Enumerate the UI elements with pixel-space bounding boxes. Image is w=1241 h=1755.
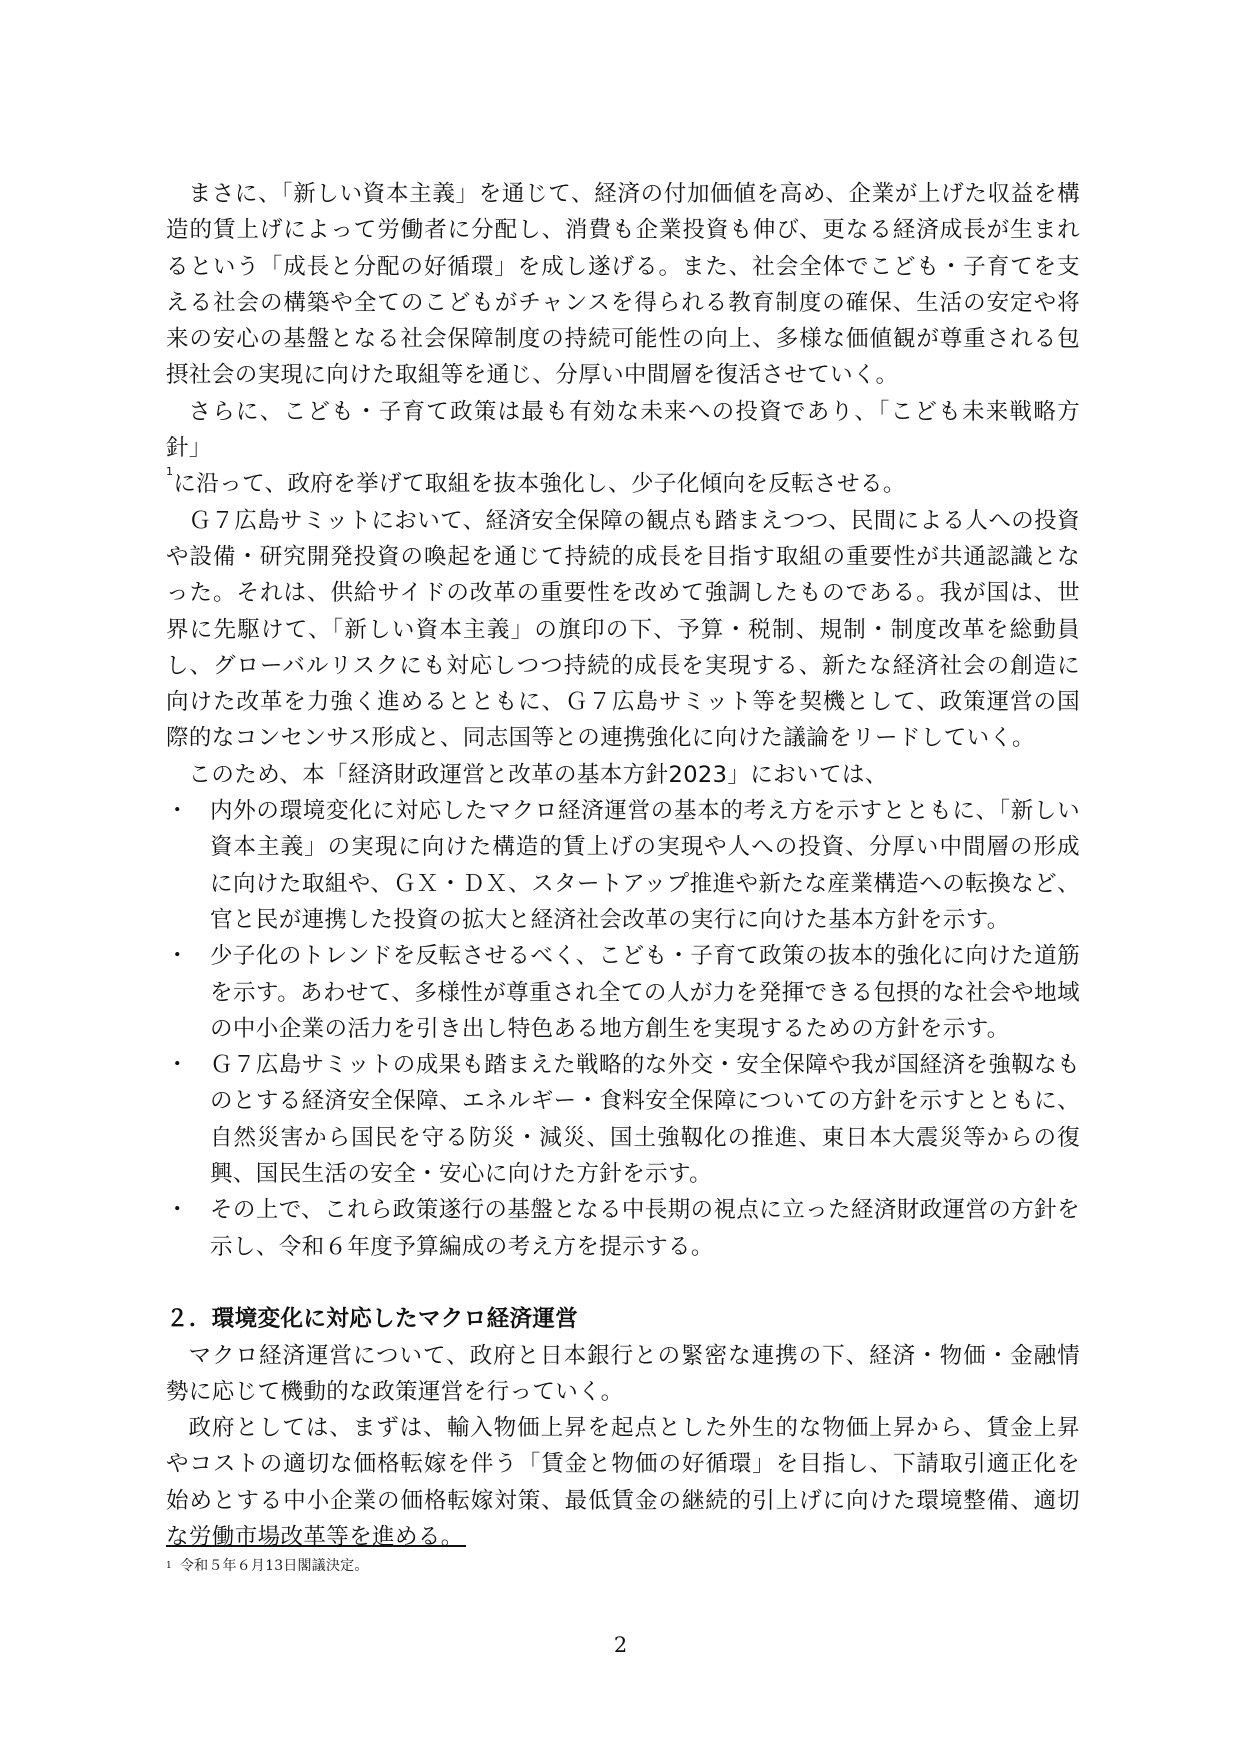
paragraph-basic-policy-intro: このため、本「経済財政運営と改革の基本方針2023」においては、: [188, 761, 888, 788]
bullet-mark: ・: [166, 1052, 189, 1079]
footnote-reference: 1: [166, 465, 174, 479]
section-heading: ２．環境変化に対応したマクロ経済運営: [166, 1306, 579, 1333]
paragraph-child-policy-part1: さらに、こども・子育て政策は最も有効な未来への投資であり、「こども未来戦略方針」: [166, 398, 1080, 462]
policy-bullet-list: [166, 793, 1080, 1265]
list-item: [166, 793, 1080, 938]
bullet-mark: ・: [166, 1197, 189, 1224]
paragraph-growth-distribution: まさに、「新しい資本主義」を通じて、経済の付加価値を高め、企業が上げた収益を構造的賃上げによって労働者に分配し、消費も企業投資も伸び、更なる経済成長が生まれるという「成長と分配の好循環」を成し遂げる。また、社会全体でこども・子育てを支える社会の構築や全てのこどもがチャンスを得られる教育制度の確保、生活の安定や将来の安心の基盤となる社会保障制度の持続可能性の向上、多様な価値観が尊重される包摂社会の実現に向けた取組等を通じ、分厚い中間層を復活させていく。: [166, 181, 1080, 389]
list-item: [166, 1192, 1080, 1265]
bullet-text: Ｇ７広島サミットの成果も踏まえた戦略的な外交・安全保障や我が国経済を強靱なものとする経済安全保障、エネルギー・食料安全保障についての方針を示すとともに、自然災害から国民を守る防災・減災、国土強靱化の推進、東日本大震災等からの復興、国民生活の安全・安心に向けた方針を示す。: [210, 1052, 1080, 1188]
paragraph-macro-policy: マクロ経済運営について、政府と日本銀行との緊密な連携の下、経済・物価・金融情勢に応じて機動的な政策運営を行っていく。: [166, 1342, 1080, 1405]
bullet-mark: ・: [166, 943, 189, 970]
bullet-text: 内外の環境変化に対応したマクロ経済運営の基本的考え方を示すとともに、「新しい資本主義」の実現に向けた構造的賃上げの実現や人への投資、分厚い中間層の形成に向けた取組や、ＧＸ・ＤＸ、スタートアップ推進や新たな産業構造への転換など、官と民が連携した投資の拡大と経済社会改革の実行に向けた基本方針を示す。: [210, 798, 1080, 933]
body-text: [166, 176, 1080, 1555]
paragraph-child-policy-part2: に沿って、政府を挙げて取組を抜本強化し、少子化傾向を反転させる。: [173, 471, 906, 498]
footnote-number: 1: [166, 1561, 172, 1571]
footnote-divider: [166, 1545, 466, 1547]
footnote: [166, 1556, 866, 1576]
list-item: [166, 1047, 1080, 1192]
list-item: [166, 938, 1080, 1047]
section-spacer: [166, 1265, 1080, 1301]
bullet-text: 少子化のトレンドを反転させるべく、こども・子育て政策の抜本的強化に向けた道筋を示す。あわせて、多様性が尊重され全ての人が力を発揮できる包摂的な社会や地域の中小企業の活力を引き出し特色ある地方創生を実現するための方針を示す。: [210, 943, 1080, 1042]
paragraph-wage-price-cycle: 政府としては、まずは、輸入物価上昇を起点とした外生的な物価上昇から、賃金上昇やコストの適切な価格転嫁を伴う「賃金と物価の好循環」を目指し、下請取引適正化を始めとする中小企業の価格転嫁対策、最低賃金の継続的引上げに向けた環境整備、適切な労働市場改革等を進める。: [166, 1415, 1080, 1550]
paragraph-g7-summit: Ｇ７広島サミットにおいて、経済安全保障の観点も踏まえつつ、民間による人への投資や設備・研究開発投資の喚起を通じて持続的成長を目指す取組の重要性が共通認識となった。それは、供給サイドの改革の重要性を改めて強調したものである。我が国は、世界に先駆けて、「新しい資本主義」の旗印の下、予算・税制、規制・制度改革を総動員し、グローバルリスクにも対応しつつ持続的成長を実現する、新たな経済社会の創造に向けた改革を力強く進めるとともに、Ｇ７広島サミット等を契機として、政策運営の国際的なコンセンサス形成と、同志国等との連携強化に向けた議論をリードしていく。: [166, 507, 1080, 752]
bullet-mark: ・: [166, 798, 189, 825]
bullet-text: その上で、これら政策遂行の基盤となる中長期の視点に立った経済財政運営の方針を示し、令和６年度予算編成の考え方を提示する。: [210, 1197, 1080, 1260]
page-number: 2: [613, 1633, 628, 1657]
footnote-text: 令和５年６月13日閣議決定。: [179, 1558, 369, 1574]
paragraph-child-policy: [166, 394, 1080, 503]
